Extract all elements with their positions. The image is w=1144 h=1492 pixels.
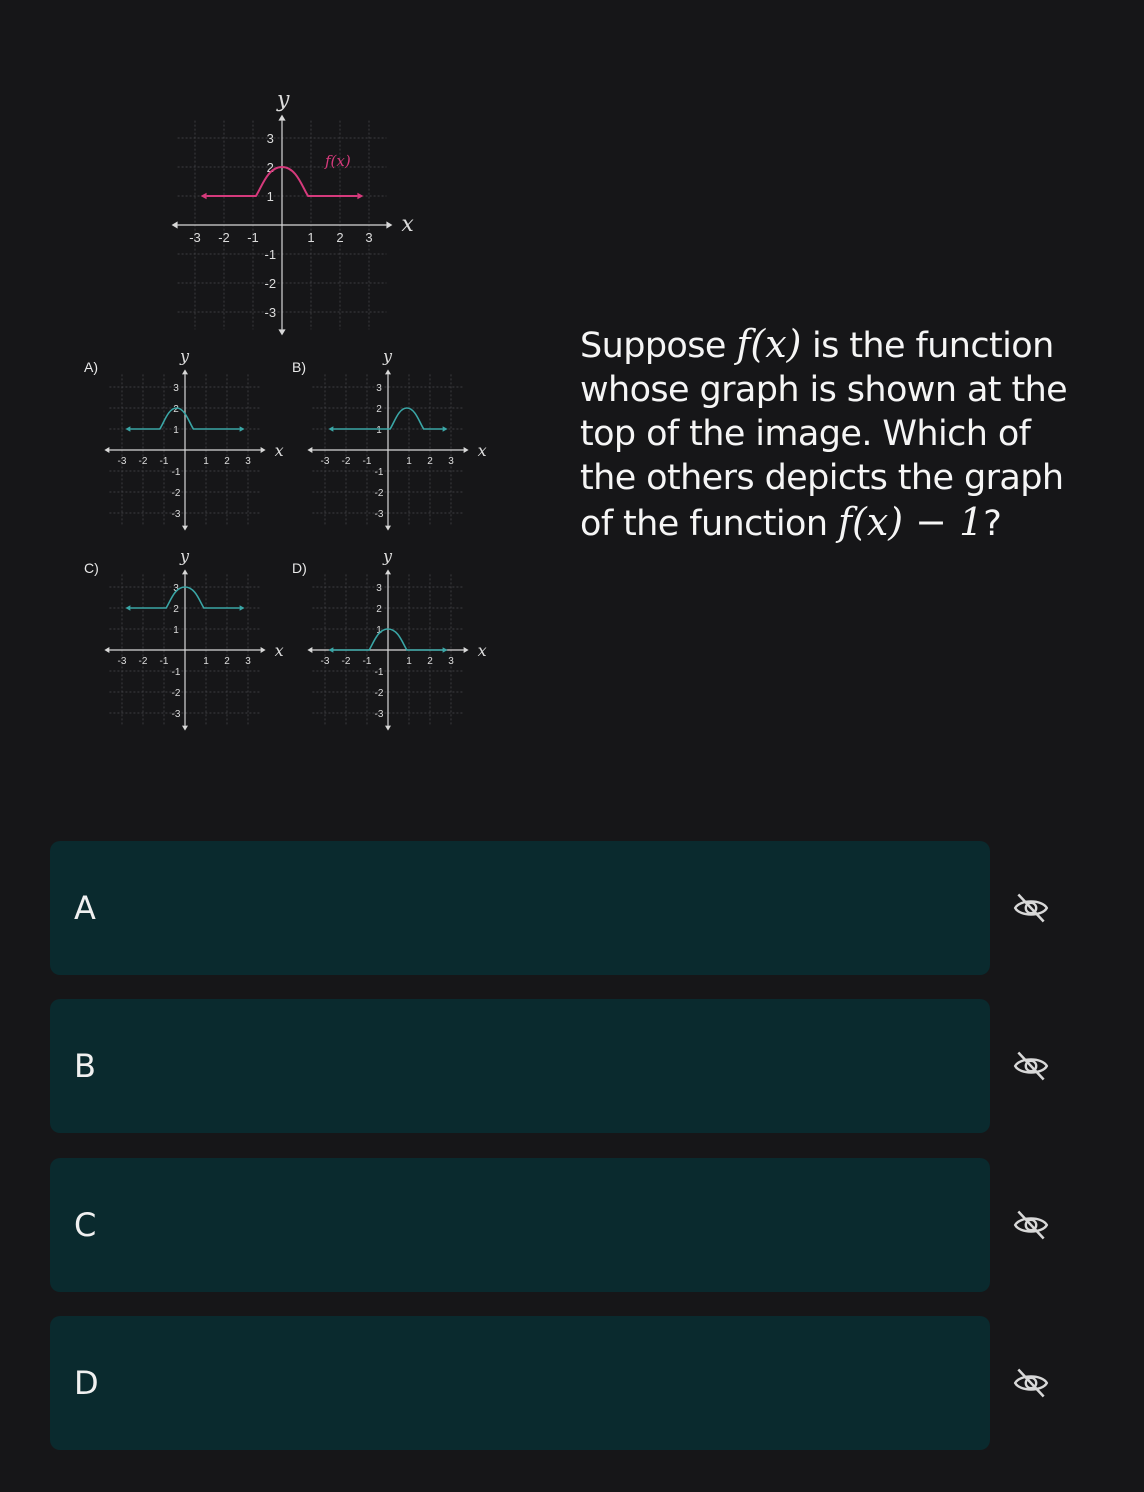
choice-d-letter: D — [74, 1364, 99, 1402]
option-c-graph-y-arrow — [182, 569, 188, 574]
question-suffix: ? — [983, 504, 1002, 544]
choice-d[interactable] — [50, 1316, 990, 1450]
option-b-graph-x-tick-label: 2 — [427, 456, 433, 467]
option-a-graph-x-tick-label: -2 — [138, 456, 148, 467]
option-a-graph-y-tick-label: -3 — [171, 508, 181, 520]
main-graph-x-tick-label: 3 — [365, 230, 373, 245]
choice-c[interactable] — [50, 1158, 990, 1292]
option-b-graph-y-tick-label: 1 — [376, 424, 382, 436]
option-a-graph-x-tick-label: -1 — [159, 456, 169, 467]
main-graph-axis-x-label: x — [401, 212, 414, 237]
option-b-graph-curve-arrow-left — [328, 426, 333, 432]
option-d-graph-x-tick-label: -2 — [341, 656, 351, 667]
option-d-graph-axis-y-label: y — [383, 546, 393, 566]
main-graph-y-arrow — [278, 115, 285, 121]
option-a-graph-x-tick-label: 1 — [203, 456, 209, 467]
option-d-graph-curve-arrow-left — [328, 647, 333, 653]
graph-figure — [0, 0, 560, 800]
question-prefix: Suppose — [580, 326, 737, 366]
option-d-graph-x-tick-label: 3 — [448, 656, 454, 667]
option-c-graph-axis-x-label: x — [274, 641, 284, 660]
main-graph-x-arrow — [172, 221, 178, 228]
main-graph-x-tick-label: 1 — [307, 230, 315, 245]
option-b-graph-x-tick-label: -2 — [341, 456, 351, 467]
option-c-graph-x-tick-label: 1 — [203, 656, 209, 667]
main-graph-x-tick-label: -3 — [189, 230, 201, 245]
option-a-graph-x-tick-label: 3 — [245, 456, 251, 467]
option-a-graph-y-tick-label: 1 — [173, 424, 179, 436]
option-b-graph-x-arrow — [464, 447, 469, 453]
option-a-graph-y-tick-label: -2 — [171, 487, 181, 499]
option-c-graph-x-tick-label: -3 — [117, 656, 127, 667]
option-c-graph-y-tick-label: -1 — [171, 666, 181, 678]
option-b-graph-y-tick-label: 3 — [376, 382, 382, 394]
question-mid: is the function whose graph is shown at the top of the image. Which of the others depicts the graph of the function — [580, 326, 1068, 544]
question-math-fx-minus-1: f(x) − 1 — [837, 500, 984, 544]
choice-a[interactable] — [50, 841, 990, 975]
option-d-graph-y-tick-label: -1 — [374, 666, 384, 678]
panel-label-b: B) — [292, 359, 306, 375]
option-b-graph-axis-x-label: x — [477, 441, 487, 460]
option-d-graph-x-tick-label: 1 — [406, 656, 412, 667]
main-graph-y-tick-label: 3 — [266, 130, 274, 146]
main-graph-y-arrow — [278, 329, 285, 335]
option-b-graph-curve-arrow-right — [443, 426, 448, 432]
option-d-graph-curve-arrow-right — [443, 647, 448, 653]
main-graph-x-tick-label: -1 — [247, 230, 259, 245]
option-d-graph-y-tick-label: -2 — [374, 687, 384, 699]
option-a-graph-y-tick-label: 2 — [173, 403, 179, 415]
option-b-graph-x-tick-label: 3 — [448, 456, 454, 467]
eye-slash-icon[interactable] — [1012, 1364, 1050, 1402]
option-b-graph-y-tick-label: -2 — [374, 487, 384, 499]
option-c-graph-x-tick-label: -1 — [159, 656, 169, 667]
choice-c-letter: C — [74, 1206, 97, 1244]
option-a-graph-y-tick-label: -1 — [171, 466, 181, 478]
option-c-graph-curve-arrow-left — [125, 605, 130, 611]
option-a-graph-curve-arrow-left — [125, 426, 130, 432]
option-b-graph-x-tick-label: 1 — [406, 456, 412, 467]
option-b-graph-y-tick-label: -1 — [374, 466, 384, 478]
option-d-graph-y-tick-label: -3 — [374, 708, 384, 720]
option-d-graph-x-arrow — [307, 647, 312, 653]
main-graph-y-tick-label: -1 — [264, 246, 277, 262]
option-c-graph-x-tick-label: -2 — [138, 656, 148, 667]
option-d-graph-x-tick-label: -3 — [320, 656, 330, 667]
panel-label-a: A) — [84, 359, 98, 375]
main-graph-curve-arrow-left — [201, 193, 207, 200]
option-d-graph-y-tick-label: 3 — [376, 582, 382, 594]
option-a-graph-y-arrow — [182, 526, 188, 531]
option-d-graph-axis-x-label: x — [477, 641, 487, 660]
option-c-graph-y-tick-label: -2 — [171, 687, 181, 699]
option-c-graph-y-tick-label: 2 — [173, 603, 179, 615]
option-c-graph-y-arrow — [182, 726, 188, 731]
main-graph-axis-y-label: y — [277, 87, 290, 113]
main-graph-y-tick-label: 1 — [266, 188, 274, 204]
option-b-graph-y-tick-label: -3 — [374, 508, 384, 520]
option-b-graph-y-tick-label: 2 — [376, 403, 382, 415]
choice-b-letter: B — [74, 1047, 96, 1085]
option-c-graph-x-tick-label: 3 — [245, 656, 251, 667]
eye-slash-icon[interactable] — [1012, 1206, 1050, 1244]
option-d-graph-x-arrow — [464, 647, 469, 653]
option-a-graph-axis-x-label: x — [274, 441, 284, 460]
option-a-graph-axis-y-label: y — [180, 346, 190, 366]
main-graph-function-label: f(x) — [325, 152, 351, 170]
option-c-graph-x-arrow — [104, 647, 109, 653]
option-c-graph-curve-arrow-right — [240, 605, 245, 611]
option-b-graph-x-arrow — [307, 447, 312, 453]
option-a-graph-x-tick-label: -3 — [117, 456, 127, 467]
option-d-graph-y-tick-label: 2 — [376, 603, 382, 615]
option-d-graph-y-arrow — [385, 569, 391, 574]
option-b-graph-y-arrow — [385, 369, 391, 374]
option-a-graph-y-tick-label: 3 — [173, 382, 179, 394]
main-graph-x-arrow — [386, 221, 392, 228]
choice-a-letter: A — [74, 889, 96, 927]
eye-slash-icon[interactable] — [1012, 889, 1050, 927]
option-d-graph-y-arrow — [385, 726, 391, 731]
option-b-graph-y-arrow — [385, 526, 391, 531]
main-graph-curve-arrow-right — [357, 193, 363, 200]
option-b-graph-x-tick-label: -1 — [362, 456, 372, 467]
panel-label-d: D) — [292, 560, 307, 576]
option-c-graph-y-tick-label: 1 — [173, 624, 179, 636]
option-d-graph-x-tick-label: -1 — [362, 656, 372, 667]
option-b-graph-x-tick-label: -3 — [320, 456, 330, 467]
option-c-graph-x-arrow — [261, 647, 266, 653]
option-a-graph-x-arrow — [104, 447, 109, 453]
main-graph-y-tick-label: -2 — [264, 275, 277, 291]
question-math-fx: f(x) — [736, 322, 802, 366]
option-d-graph-y-tick-label: 1 — [376, 624, 382, 636]
main-graph-y-tick-label: -3 — [264, 304, 277, 320]
option-b-graph-axis-y-label: y — [383, 346, 393, 366]
option-c-graph-y-tick-label: 3 — [173, 582, 179, 594]
option-a-graph-x-tick-label: 2 — [224, 456, 230, 467]
question-text — [580, 322, 1080, 546]
option-c-graph-axis-y-label: y — [180, 546, 190, 566]
option-a-graph-x-arrow — [261, 447, 266, 453]
option-c-graph-y-tick-label: -3 — [171, 708, 181, 720]
main-graph-x-tick-label: -2 — [218, 230, 230, 245]
main-graph-x-tick-label: 2 — [336, 230, 344, 245]
eye-slash-icon[interactable] — [1012, 1047, 1050, 1085]
option-d-graph-x-tick-label: 2 — [427, 656, 433, 667]
choice-b[interactable] — [50, 999, 990, 1133]
option-a-graph-y-arrow — [182, 369, 188, 374]
option-c-graph-x-tick-label: 2 — [224, 656, 230, 667]
panel-label-c: C) — [84, 560, 99, 576]
option-a-graph-curve-arrow-right — [240, 426, 245, 432]
graphs-svg — [0, 0, 560, 800]
main-graph-y-tick-label: 2 — [266, 159, 274, 175]
